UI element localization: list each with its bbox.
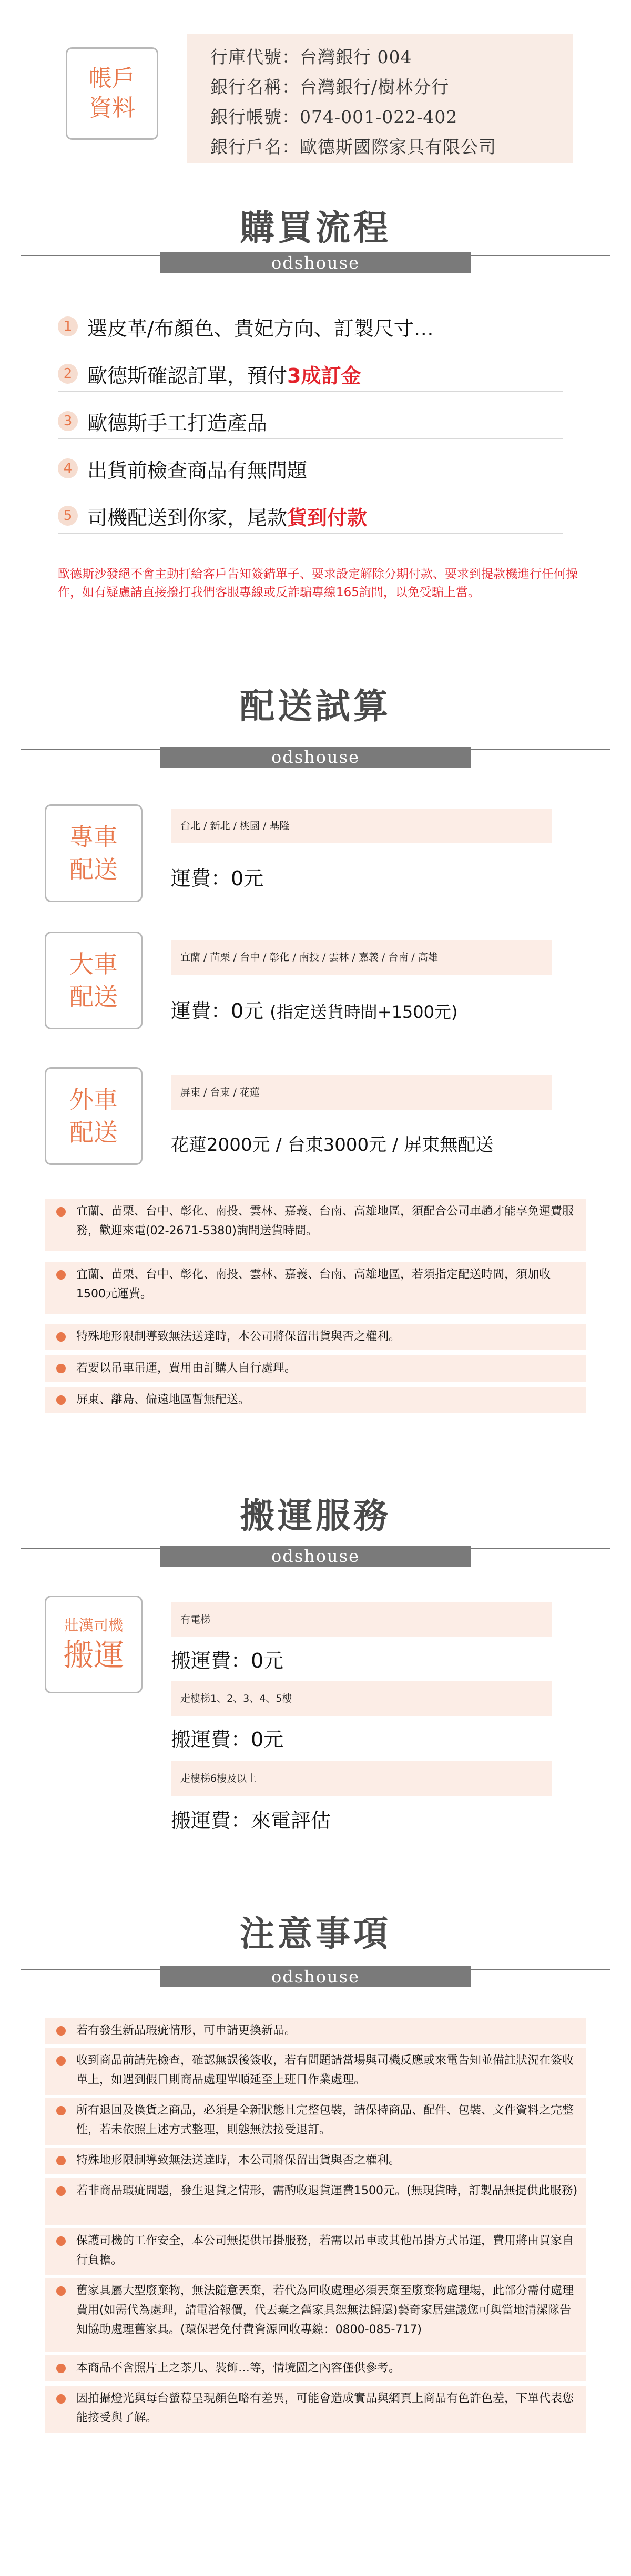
step-number: 4 — [58, 458, 78, 478]
bullet-dot-icon — [56, 1332, 66, 1342]
notice-item — [45, 2355, 586, 2381]
delivery-fee-dedicated: 運費：0元 — [171, 867, 264, 890]
notice-item-text: 特殊地形限制導致無法送達時，本公司將保留出貨與否之權利。 — [76, 2154, 401, 2167]
purchase-step-1 — [58, 309, 563, 344]
bank-code: 行庫代號：台灣銀行 004 — [210, 47, 412, 67]
bullet-dot-icon — [56, 1207, 66, 1217]
step-number: 1 — [58, 316, 78, 336]
delivery-tag-line1: 專車 — [69, 823, 118, 851]
moving-label-stairs-high: 走樓梯6樓及以上 — [171, 1761, 552, 1796]
notice-item — [45, 2178, 586, 2225]
step-text-main: 歐德斯確認訂單，預付 — [87, 364, 288, 387]
notice-item-text: 本商品不含照片上之茶几、裝飾…等，情境圖之內容僅供參考。 — [76, 2362, 401, 2375]
delivery-fee-large — [171, 995, 458, 1024]
bank-name: 銀行名稱：台灣銀行/樹林分行 — [210, 77, 450, 97]
notice-item-text: 保護司機的工作安全，本公司無提供吊掛服務，若需以吊車或其他吊掛方式吊運，費用將由買家自行負擔。 — [76, 2234, 574, 2267]
delivery-note — [45, 1262, 586, 1314]
bank-info-box — [187, 34, 573, 163]
step-text — [87, 360, 361, 389]
step-number: 2 — [58, 364, 78, 384]
delivery-fee-outsourced: 花蓮2000元 / 台東3000元 / 屏東無配送 — [171, 1134, 494, 1156]
moving-label-elevator: 有電梯 — [171, 1602, 552, 1637]
anti-fraud-warning: 歐德斯沙發絕不會主動打給客戶告知簽錯單子、要求設定解除分期付款、要求到提款機進行任何操作，如有疑慮請直接撥打我們客服專線或反詐騙專線165詢問，以免受騙上當。 — [58, 567, 578, 599]
bullet-dot-icon — [56, 2364, 66, 2373]
bullet-dot-icon — [56, 2394, 66, 2404]
bullet-dot-icon — [56, 1270, 66, 1280]
notice-item-text: 若非商品瑕疵問題，發生退貨之情形，需酌收退貨運費1500元。(無現貨時，訂製品無提供此服務) — [76, 2184, 578, 2197]
bullet-dot-icon — [56, 2236, 66, 2246]
delivery-areas-outsourced: 屏東 / 台東 / 花蓮 — [171, 1075, 552, 1110]
bullet-dot-icon — [56, 1395, 66, 1405]
notice-item — [45, 2148, 586, 2174]
bullet-dot-icon — [56, 2106, 66, 2115]
delivery-tag-line1: 外車 — [69, 1086, 118, 1114]
notice-item — [45, 2098, 586, 2145]
notice-item — [45, 2228, 586, 2275]
purchase-section-title: 購買流程 — [240, 207, 391, 248]
bullet-dot-icon — [56, 2156, 66, 2165]
moving-tag-line1: 壯漢司機 — [64, 1617, 123, 1634]
step-text-main: 司機配送到你家，尾款 — [87, 506, 288, 529]
moving-section-subtitle: odshouse — [160, 1546, 471, 1567]
notice-item-text: 收到商品前請先檢查，確認無誤後簽收，若有問題請當場與司機反應或來電告知並備註狀況在簽收單上，如遇到假日則商品處理單順延至上班日作業處理。 — [76, 2054, 574, 2087]
delivery-tag-line2: 配送 — [69, 855, 118, 884]
notice-item — [45, 2386, 586, 2433]
delivery-note — [45, 1355, 586, 1382]
delivery-section-subtitle: odshouse — [160, 747, 471, 768]
purchase-step-2 — [58, 356, 563, 392]
bank-info-tag — [66, 47, 158, 140]
notice-section-title: 注意事項 — [240, 1913, 391, 1954]
moving-fee-stairs-low: 搬運費：0元 — [171, 1728, 284, 1751]
step-text-highlight: 貨到付款 — [287, 506, 368, 529]
delivery-note-text: 若要以吊車吊運，費用由訂購人自行處理。 — [76, 1362, 297, 1375]
moving-section-title: 搬運服務 — [240, 1495, 391, 1536]
notice-item-text: 所有退回及換貨之商品，必須是全新狀態且完整包裝，請保持商品、配件、包裝、文件資料之完整性，若未依照上述方式整理，則態無法接受退訂。 — [76, 2104, 574, 2137]
delivery-tag-outsourced — [45, 1067, 143, 1165]
bank-account-holder: 銀行戶名：歐德斯國際家具有限公司 — [210, 137, 496, 157]
delivery-tag-dedicated — [45, 804, 143, 902]
step-number: 5 — [58, 506, 78, 526]
bank-info-tag-line1: 帳戶 — [89, 65, 135, 92]
bullet-dot-icon — [56, 2026, 66, 2036]
delivery-tag-line2: 配送 — [69, 983, 118, 1011]
delivery-note — [45, 1199, 586, 1251]
delivery-note — [45, 1387, 586, 1413]
bullet-dot-icon — [56, 2056, 66, 2066]
step-text: 出貨前檢查商品有無問題 — [87, 458, 308, 482]
delivery-note — [45, 1324, 586, 1350]
delivery-fee-large-note: (指定送貨時間+1500元) — [270, 1002, 458, 1022]
delivery-areas-large: 宜蘭 / 苗栗 / 台中 / 彰化 / 南投 / 雲林 / 嘉義 / 台南 / 高雄 — [171, 940, 552, 975]
delivery-note-text: 屏東、離島、偏遠地區暫無配送。 — [76, 1393, 250, 1406]
delivery-tag-large — [45, 932, 143, 1029]
notice-item-text: 因拍攝燈光與每台螢幕呈現顏色略有差異，可能會造成實品與網頁上商品有色許色差，下單代表您能接受與了解。 — [76, 2392, 574, 2425]
step-text-highlight: 3成訂金 — [287, 364, 361, 387]
step-number: 3 — [58, 411, 78, 431]
delivery-fee-large-main: 運費：0元 — [171, 999, 270, 1023]
purchase-step-4 — [58, 451, 563, 486]
step-text: 選皮革/布顏色、貴妃方向、訂製尺寸… — [87, 316, 434, 340]
bullet-dot-icon — [56, 1364, 66, 1373]
moving-fee-elevator: 搬運費：0元 — [171, 1649, 284, 1672]
delivery-areas-dedicated: 台北 / 新北 / 桃園 / 基隆 — [171, 809, 552, 843]
notice-item — [45, 2048, 586, 2095]
moving-tag-line2: 搬運 — [63, 1637, 124, 1673]
step-text: 歐德斯手工打造產品 — [87, 411, 268, 435]
notice-item — [45, 2278, 586, 2352]
purchase-section-subtitle: odshouse — [160, 252, 471, 273]
moving-fee-stairs-high: 搬運費：來電評估 — [171, 1809, 331, 1832]
delivery-tag-line2: 配送 — [69, 1118, 118, 1147]
step-text — [87, 502, 367, 530]
notice-item-text: 舊家具屬大型廢棄物，無法隨意丟棄，若代為回收處理必須丟棄至廢棄物處理場，此部分需付處理費用(如需代為處理，請電洽報價，代丟棄之舊家具恕無法歸還)藝奇家居建議您可與當地清潔隊告知協助處理舊家具。(環保署免付費資源回收專線：0800-085-717) — [76, 2284, 574, 2336]
delivery-section-title: 配送試算 — [240, 686, 391, 727]
notice-item-text: 若有發生新品瑕疵情形，可申請更換新品。 — [76, 2024, 297, 2037]
notice-section-subtitle: odshouse — [160, 1966, 471, 1987]
delivery-tag-line1: 大車 — [69, 950, 118, 978]
delivery-note-text: 宜蘭、苗栗、台中、彰化、南投、雲林、嘉義、台南、高雄地區，若須指定配送時間，須加收1500元運費。 — [76, 1268, 551, 1301]
bullet-dot-icon — [56, 2186, 66, 2196]
bullet-dot-icon — [56, 2286, 66, 2296]
moving-label-stairs-low: 走樓梯1、2、3、4、5樓 — [171, 1681, 552, 1716]
delivery-note-text: 特殊地形限制導致無法送達時，本公司將保留出貨與否之權利。 — [76, 1330, 401, 1343]
delivery-note-text: 宜蘭、苗栗、台中、彰化、南投、雲林、嘉義、台南、高雄地區，須配合公司車趟才能享免運費服務，歡迎來電(02-2671-5380)詢問送貨時間。 — [76, 1205, 574, 1238]
bank-account: 銀行帳號：074-001-022-402 — [210, 107, 458, 127]
notice-item — [45, 2018, 586, 2044]
moving-tag — [45, 1596, 143, 1693]
purchase-step-5 — [58, 498, 563, 534]
bank-info-tag-line2: 資料 — [89, 95, 135, 121]
purchase-step-3 — [58, 404, 563, 439]
